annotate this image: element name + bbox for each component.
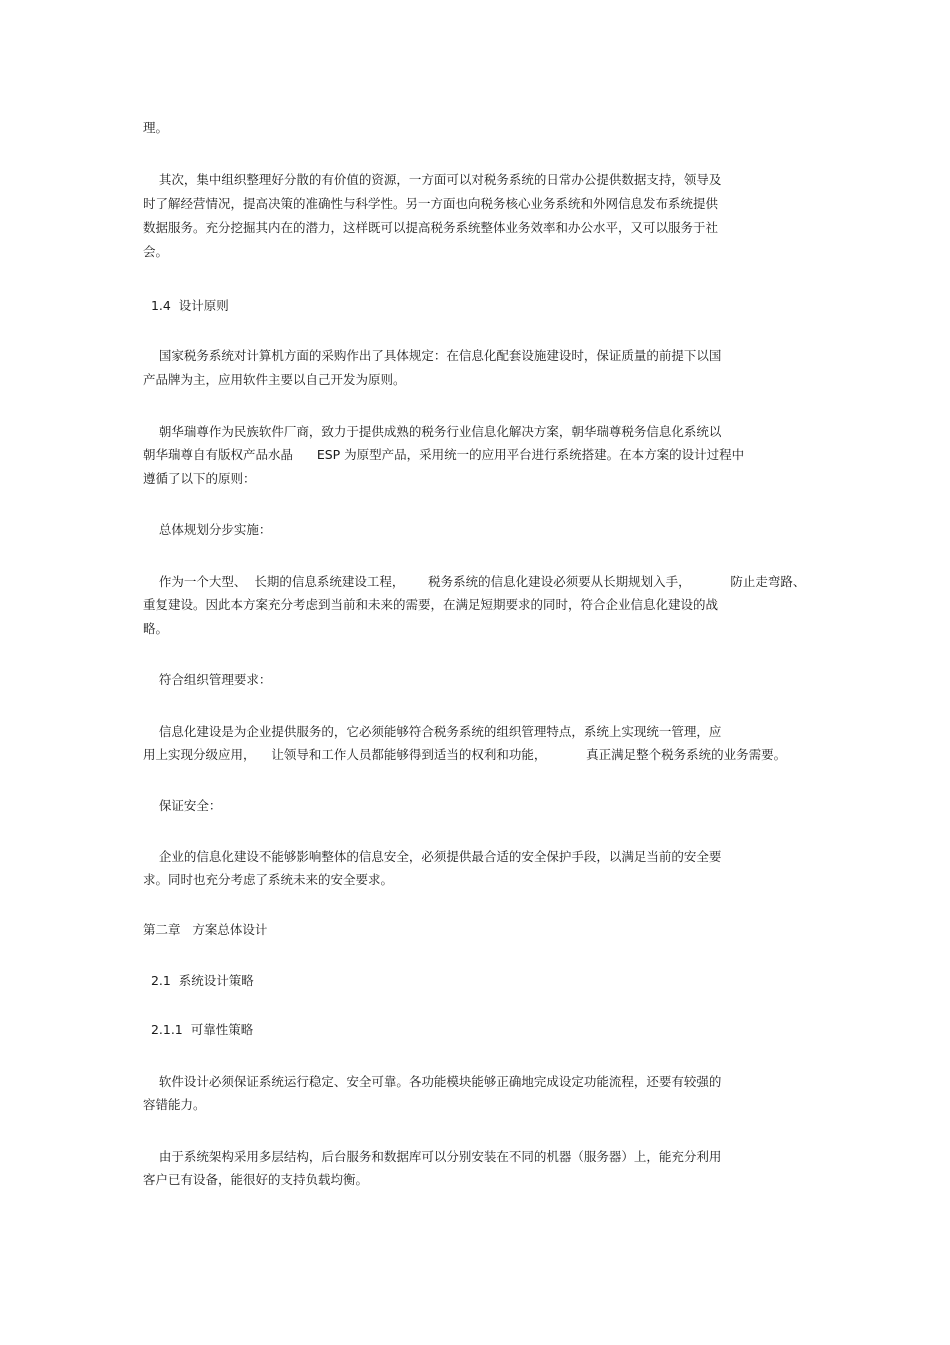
section-heading: 2.1 系统设计策略: [143, 973, 254, 988]
text-line: 作为一个大型、 长期的信息系统建设工程， 税务系统的信息化建设必须要从长期规划入手， 防止走弯路、: [143, 574, 806, 589]
text-line: 朝华瑞尊自有版权产品水晶 ESP 为原型产品，采用统一的应用平台进行系统搭建。在本方案的设计过程中: [143, 447, 745, 462]
text-line: 国家税务系统对计算机方面的采购作出了具体规定：在信息化配套设施建设时，保证质量的前提下以国: [143, 348, 722, 363]
text-line: 容错能力。: [143, 1097, 206, 1112]
text-line: 企业的信息化建设不能够影响整体的信息安全，必须提供最合适的安全保护手段，以满足当前的安全要: [143, 849, 722, 864]
text-line: 用上实现分级应用， 让领导和工作人员都能够得到适当的权利和功能， 真正满足整个税务系统的业务需要。: [143, 747, 787, 762]
text-line: 时了解经营情况，提高决策的准确性与科学性。另一方面也向税务核心业务系统和外网信息发布系统提供: [143, 196, 719, 211]
chapter-heading: 第二章 方案总体设计: [143, 922, 268, 937]
subheading: 符合组织管理要求：: [143, 672, 272, 687]
subheading: 总体规划分步实施：: [143, 522, 272, 537]
text-line: 理。: [143, 120, 169, 135]
section-heading: 1.4 设计原则: [143, 298, 229, 313]
section-heading: 2.1.1 可靠性策略: [143, 1022, 254, 1037]
text-line: 由于系统架构采用多层结构，后台服务和数据库可以分别安装在不同的机器（服务器）上，能充分利用: [143, 1149, 722, 1164]
text-line: 重复建设。因此本方案充分考虑到当前和未来的需要，在满足短期要求的同时，符合企业信息化建设的战: [143, 597, 719, 612]
text-line: 遵循了以下的原则：: [143, 471, 256, 486]
text-line: 软件设计必须保证系统运行稳定、安全可靠。各功能模块能够正确地完成设定功能流程，还要有较强的: [143, 1074, 722, 1089]
text-line: 略。: [143, 621, 169, 636]
text-line: 会。: [143, 244, 169, 259]
text-line: 产品牌为主，应用软件主要以自己开发为原则。: [143, 372, 406, 387]
text-line: 数据服务。充分挖掘其内在的潜力，这样既可以提高税务系统整体业务效率和办公水平，又可以服务于社: [143, 220, 719, 235]
text-line: 求。同时也充分考虑了系统未来的安全要求。: [143, 872, 394, 887]
text-line: 朝华瑞尊作为民族软件厂商，致力于提供成熟的税务行业信息化解决方案，朝华瑞尊税务信息化系统以: [143, 424, 722, 439]
subheading: 保证安全：: [143, 798, 222, 813]
text-line: 其次，集中组织整理好分散的有价值的资源，一方面可以对税务系统的日常办公提供数据支持，领导及: [143, 172, 722, 187]
text-line: 客户已有设备，能很好的支持负载均衡。: [143, 1172, 369, 1187]
text-line: 信息化建设是为企业提供服务的，它必须能够符合税务系统的组织管理特点，系统上实现统一管理，应: [143, 724, 722, 739]
